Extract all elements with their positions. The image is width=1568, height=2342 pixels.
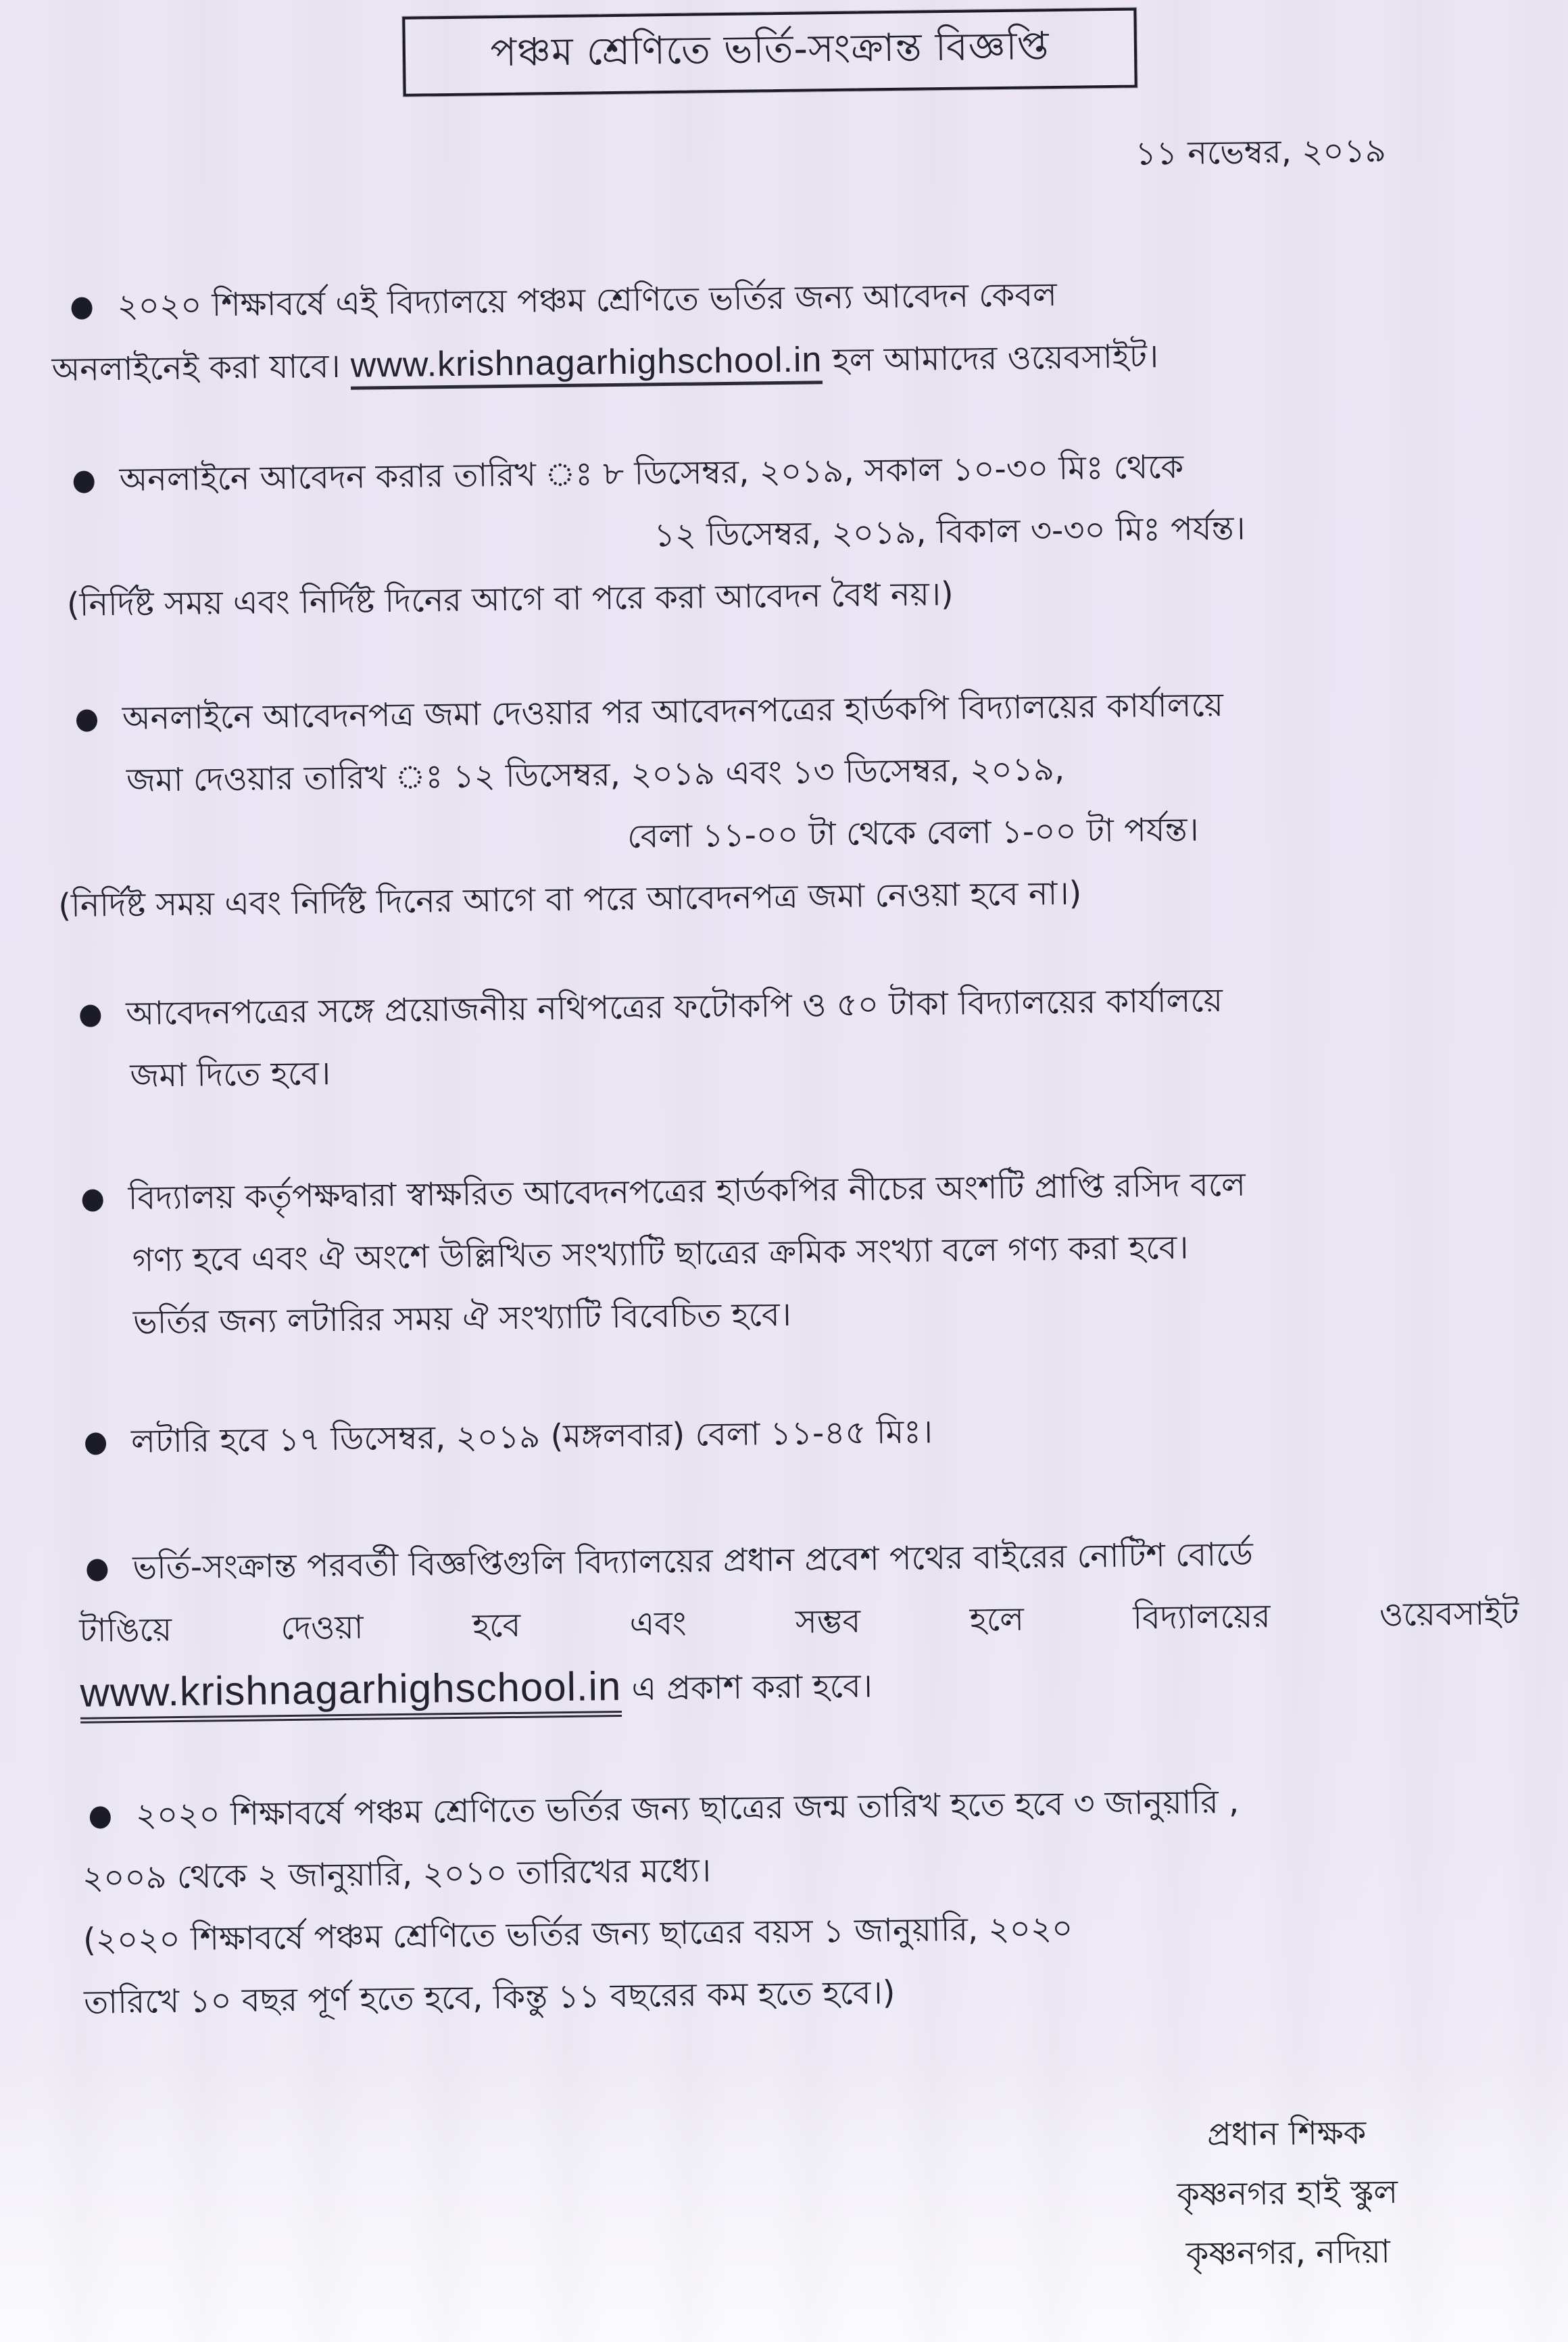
bullet-item-lottery-date bbox=[63, 1394, 1527, 1473]
bullet-item-birthdate-criteria bbox=[68, 1767, 1534, 2034]
notice-line: লটারি হবে ১৭ ডিসেম্বর, ২০১৯ (মঙ্গলবার) বেলা ১১-৪৫ মিঃ। bbox=[130, 1413, 933, 1461]
notice-line: ১২ ডিসেম্বর, ২০১৯, বিকাল ৩-৩০ মিঃ পর্যন্ত। bbox=[654, 509, 1246, 555]
bullet-item-online-application bbox=[49, 258, 1514, 401]
bullet-dot bbox=[71, 297, 92, 319]
notice-note: (নির্দিষ্ট সময় এবং নির্দিষ্ট দিনের আগে বা পরে করা আবেদন বৈধ নয়।) bbox=[66, 575, 954, 624]
signature-block bbox=[1124, 2102, 1450, 2285]
bullet-item-documents-fee bbox=[58, 966, 1523, 1108]
notice-note: (২০২০ শিক্ষাবর্ষে পঞ্চম শ্রেণিতে ভর্তির জন্য ছাত্রের বয়স ১ জানুয়ারি, ২০২০ bbox=[82, 1909, 1073, 1959]
signature-location: কৃষ্ণনগর, নদিয়া bbox=[1185, 2233, 1391, 2273]
bullet-item-hardcopy-submission bbox=[54, 670, 1520, 937]
notice-line: বিদ্যালয় কর্তৃপক্ষদ্বারা স্বাক্ষরিত আবেদনপত্রের হার্ডকপির নীচের অংশটি প্রাপ্তি রসিদ বলে bbox=[128, 1165, 1246, 1217]
notice-line-text: এ প্রকাশ করা হবে। bbox=[620, 1667, 873, 1709]
notice-title-box bbox=[402, 8, 1137, 97]
bullet-dot bbox=[76, 709, 97, 731]
notice-line: টাঙিয়ে দেওয়া হবে এবং সম্ভব হলে বিদ্যালয়ের ওয়েবসাইট bbox=[79, 1594, 1519, 1650]
bullet-dot bbox=[90, 1806, 111, 1828]
notice-line: ভর্তি-সংক্রান্ত পরবর্তী বিজ্ঞপ্তিগুলি বিদ্যালয়ের প্রধান প্রবেশ পথের বাইরের নোটিশ বোর্ডে bbox=[132, 1535, 1254, 1587]
notice-title: পঞ্চম শ্রেণিতে ভর্তি-সংক্রান্ত বিজ্ঞপ্তি bbox=[490, 23, 1050, 75]
notice-line: অনলাইনে আবেদন করার তারিখ ঃ ৮ ডিসেম্বর, ২০১৯, সকাল ১০-৩০ মিঃ থেকে bbox=[119, 447, 1184, 499]
notice-line-text: হল আমাদের ওয়েবসাইট। bbox=[822, 337, 1159, 380]
notice-line: ২০২০ শিক্ষাবর্ষে এই বিদ্যালয়ে পঞ্চম শ্রেণিতে ভর্তির জন্য আবেদন কেবল bbox=[117, 275, 1058, 325]
bullet-dot bbox=[82, 1189, 103, 1211]
signature-designation: প্রধান শিক্ষক bbox=[1206, 2114, 1367, 2154]
notice-line: আবেদনপত্রের সঙ্গে প্রয়োজনীয় নথিপত্রের ফটোকপি ও ৫০ টাকা বিদ্যালয়ের কার্যালয়ে bbox=[125, 981, 1223, 1033]
notice-line: ২০০৯ থেকে ২ জানুয়ারি, ২০১০ তারিখের মধ্যে। bbox=[82, 1851, 712, 1897]
bullet-dot bbox=[87, 1559, 107, 1581]
bullet-item-receipt-serial bbox=[60, 1150, 1525, 1355]
bullet-dot bbox=[80, 1004, 101, 1027]
notice-note: (নির্দিষ্ট সময় এবং নির্দিষ্ট দিনের আগে বা পরে আবেদনপত্র জমা নেওয়া হবে না।) bbox=[58, 874, 1082, 925]
bullet-dot bbox=[74, 470, 95, 493]
notice-line: জমা দেওয়ার তারিখ ঃ ১২ ডিসেম্বর, ২০১৯ এবং ১৩ ডিসেম্বর, ২০১৯, bbox=[126, 750, 1065, 800]
notice-note: তারিখে ১০ বছর পূর্ণ হতে হবে, কিন্তু ১১ বছরের কম হতে হবে।) bbox=[83, 1974, 896, 2022]
notice-line: জমা দিতে হবে। bbox=[130, 1054, 331, 1095]
bullet-dot bbox=[85, 1432, 106, 1455]
notice-line-text: অনলাইনেই করা যাবে। bbox=[51, 347, 351, 389]
bullet-item-application-dates bbox=[51, 432, 1517, 636]
notice-line: অনলাইনে আবেদনপত্র জমা দেওয়ার পর আবেদনপত্রের হার্ডকপি বিদ্যালয়ের কার্যালয়ে bbox=[122, 686, 1224, 737]
notice-date: ১১ নভেম্বর, ২০১৯ bbox=[1135, 132, 1387, 173]
notice-line: বেলা ১১-০০ টা থেকে বেলা ১-০০ টা পর্যন্ত। bbox=[627, 810, 1199, 856]
website-link: www.krishnagarhighschool.in bbox=[350, 340, 822, 390]
notice-line: গণ্য হবে এবং ঐ অংশে উল্লিখিত সংখ্যাটি ছাত্রের ক্রমিক সংখ্যা বলে গণ্য করা হবে। bbox=[132, 1228, 1189, 1279]
notice-line: ২০২০ শিক্ষাবর্ষে পঞ্চম শ্রেণিতে ভর্তির জন্য ছাত্রের জন্ম তারিখ হতে হবে ৩ জানুয়ারি , bbox=[135, 1782, 1240, 1834]
signature-school-name: কৃষ্ণনগর হাই স্কুল bbox=[1177, 2173, 1398, 2214]
notice-line: ভর্তির জন্য লটারির সময় ঐ সংখ্যাটি বিবেচিত হবে। bbox=[132, 1295, 792, 1342]
bullet-item-future-notices bbox=[65, 1520, 1530, 1727]
website-link: www.krishnagarhighschool.in bbox=[80, 1663, 622, 1724]
